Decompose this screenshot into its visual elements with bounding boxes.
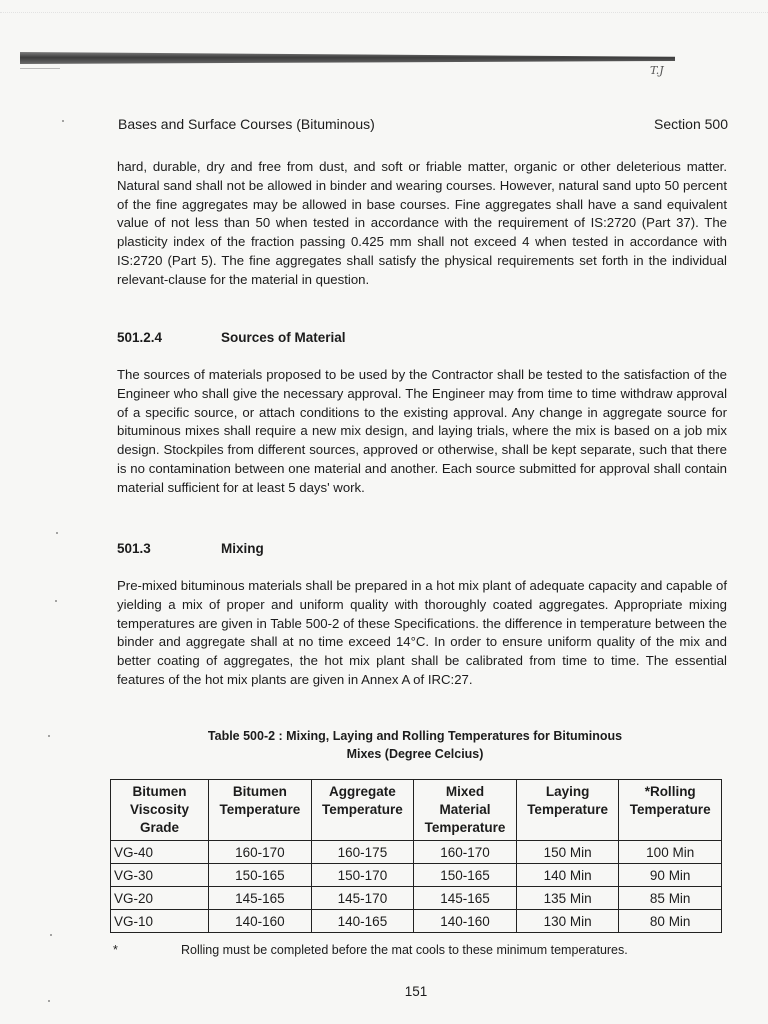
section-number: 501.2.4 xyxy=(117,330,163,345)
cell-bitumen-temp: 140-160 xyxy=(209,910,312,933)
cell-laying-temp: 130 Min xyxy=(516,910,619,933)
header-line: Bitumen xyxy=(232,784,287,799)
cell-rolling-temp: 90 Min xyxy=(619,864,722,887)
column-header-mixed-material-temperature xyxy=(414,780,517,841)
header-line: Temperature xyxy=(322,802,403,817)
column-header-viscosity-grade xyxy=(111,780,209,841)
footnote-text: Rolling must be completed before the mat cools to these minimum temperatures. xyxy=(181,943,628,957)
column-header-aggregate-temperature xyxy=(311,780,414,841)
scan-artifact-bar xyxy=(20,52,675,64)
paragraph-mixing: Pre-mixed bituminous materials shall be prepared in a hot mix plant of adequate capacity and capable of yielding a mix of proper and uniform quality with thoroughly coated aggregates. Appropriate mixing temperatures are given in Table 500-2 of these Specifications. the difference in temperature between the binder and aggregate shall at no time exceed 14°C. In order to ensure uniform quality of the mix and better coating of aggregates, the hot mix plant shall be calibrated from time to time. The essential features of the hot mix plants are given in Annex A of IRC:27. xyxy=(117,578,727,687)
header-line: Aggregate xyxy=(329,784,396,799)
table-row xyxy=(111,887,722,910)
column-header-rolling-temperature xyxy=(619,780,722,841)
section-title: Sources of Material xyxy=(221,330,346,345)
header-line: Mixed xyxy=(445,784,485,799)
table-row xyxy=(111,864,722,887)
cell-aggregate-temp: 140-165 xyxy=(311,910,414,933)
header-line: *Rolling xyxy=(644,784,696,799)
header-line: Temperature xyxy=(527,802,608,817)
header-line: Laying xyxy=(545,784,590,799)
header-line: Viscosity xyxy=(130,802,190,817)
table-caption-line: Mixes (Degree Celcius) xyxy=(346,747,484,761)
header-line: Temperature xyxy=(629,802,711,817)
cell-bitumen-temp: 160-170 xyxy=(209,841,312,864)
page-number: 151 xyxy=(404,984,428,999)
section-title: Mixing xyxy=(221,541,264,556)
cell-aggregate-temp: 145-170 xyxy=(311,887,414,910)
header-line: Grade xyxy=(140,820,180,835)
scan-speck xyxy=(48,1000,50,1002)
cell-rolling-temp: 100 Min xyxy=(619,841,722,864)
column-header-laying-temperature xyxy=(516,780,619,841)
section-heading-mixing xyxy=(117,541,264,556)
cell-laying-temp: 150 Min xyxy=(516,841,619,864)
paragraph-sources-of-material: The sources of materials proposed to be used by the Contractor shall be tested to the satisfaction of the Engineer who shall give the necessary approval. The Engineer may from time to time withdraw approval of a specific source, or attach conditions to the existing approval. Any change in aggregate source for bituminous mixes shall require a new mix design, and laying trials, where the mix is based on a job mix design. Stockpiles from different sources, approved or otherwise, shall be kept separate, such that there is no contamination between one material and another. Each source submitted for approval shall contain material sufficient for at least 5 days' work. xyxy=(117,367,727,495)
header-line: Temperature xyxy=(219,802,301,817)
scan-speck xyxy=(48,735,50,737)
table-footnote xyxy=(113,943,733,957)
table-row xyxy=(111,910,722,933)
scan-speck xyxy=(56,532,58,534)
cell-mixed-temp: 140-160 xyxy=(414,910,517,933)
cell-grade: VG-30 xyxy=(111,864,209,887)
handwritten-mark: T.J xyxy=(650,64,664,77)
cell-bitumen-temp: 145-165 xyxy=(209,887,312,910)
header-section: Section 500 xyxy=(654,116,728,132)
scan-speck xyxy=(50,934,52,936)
cell-rolling-temp: 80 Min xyxy=(619,910,722,933)
section-heading-sources xyxy=(117,330,346,345)
scan-speck xyxy=(55,600,57,602)
cell-grade: VG-40 xyxy=(111,841,209,864)
cell-mixed-temp: 145-165 xyxy=(414,887,517,910)
footnote-marker: * xyxy=(113,943,118,957)
cell-rolling-temp: 85 Min xyxy=(619,887,722,910)
running-header xyxy=(118,116,728,132)
cell-mixed-temp: 160-170 xyxy=(414,841,517,864)
cell-grade: VG-10 xyxy=(111,910,209,933)
cell-bitumen-temp: 150-165 xyxy=(209,864,312,887)
section-number: 501.3 xyxy=(117,541,151,556)
header-title: Bases and Surface Courses (Bituminous) xyxy=(118,116,375,132)
table-caption xyxy=(170,727,660,763)
cell-laying-temp: 140 Min xyxy=(516,864,619,887)
table-header-row xyxy=(111,780,722,841)
header-line: Material xyxy=(439,802,491,817)
cell-mixed-temp: 150-165 xyxy=(414,864,517,887)
column-header-bitumen-temperature xyxy=(209,780,312,841)
cell-laying-temp: 135 Min xyxy=(516,887,619,910)
temperature-table xyxy=(110,779,722,933)
cell-aggregate-temp: 160-175 xyxy=(311,841,414,864)
header-line: Bitumen xyxy=(132,784,187,799)
cell-aggregate-temp: 150-170 xyxy=(311,864,414,887)
scan-artifact-edge xyxy=(20,68,60,69)
paragraph-fine-aggregates: hard, durable, dry and free from dust, and soft or friable matter, organic or other deleterious matter. Natural sand shall not be allowed in binder and wearing courses. However, natural sand upto 50 percent of the fine aggregates may be allowed in base courses. Fine aggregates shall have a sand equivalent value of not less than 50 when tested in accordance with the requirement of IS:2720 (Part 37). The plasticity index of the fraction passing 0.425 mm shall not exceed 4 when tested in accordance with IS:2720 (Part 5). The fine aggregates shall satisfy the physical requirements set forth in the individual relevant-clause for the material in question. xyxy=(117,159,727,287)
header-line: Temperature xyxy=(424,820,506,835)
cell-grade: VG-20 xyxy=(111,887,209,910)
scan-border xyxy=(0,12,768,13)
scan-speck xyxy=(62,120,64,122)
table-row xyxy=(111,841,722,864)
table-caption-line: Table 500-2 : Mixing, Laying and Rolling Temperatures for Bituminous xyxy=(207,729,623,743)
